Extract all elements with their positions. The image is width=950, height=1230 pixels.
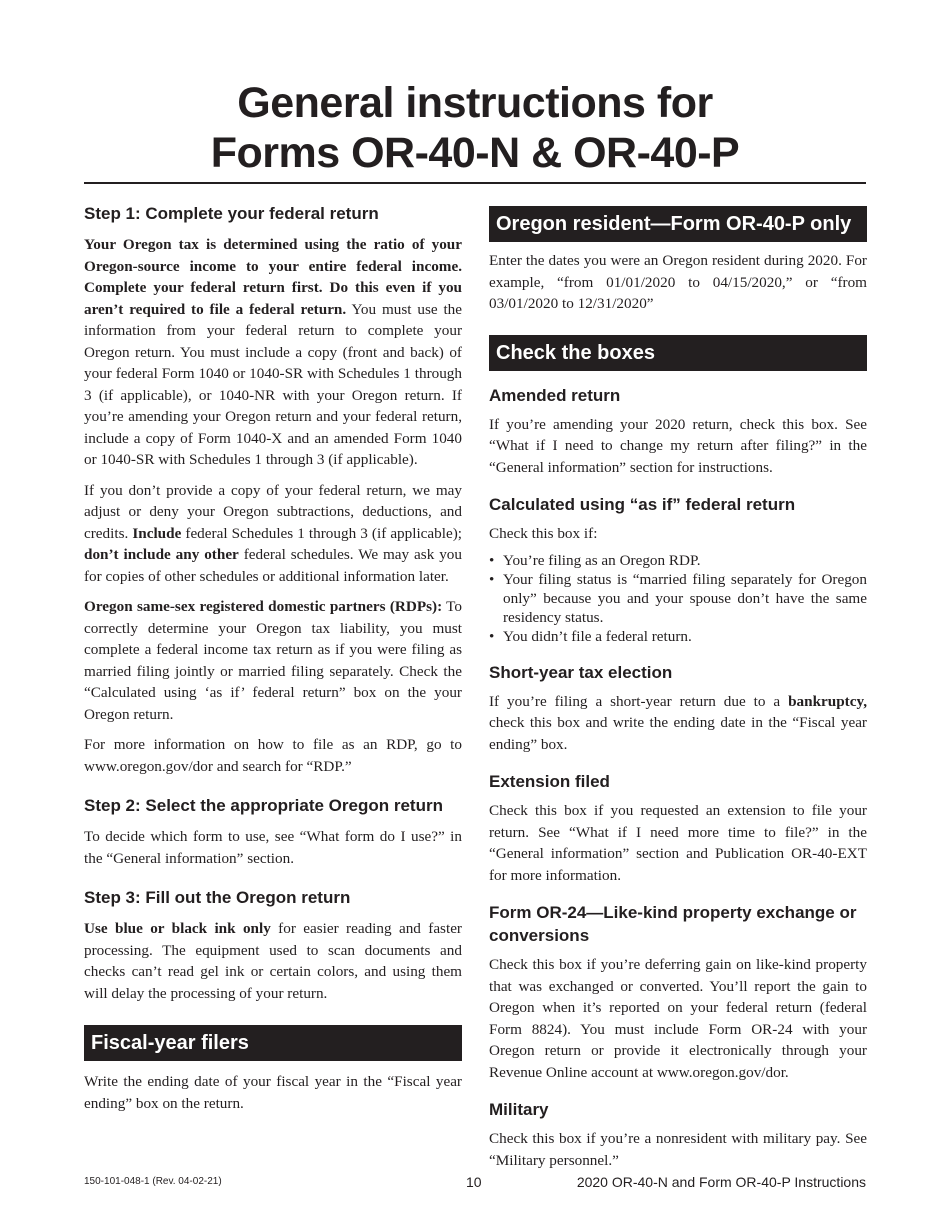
list-item: • Your filing status is “married filing separately for Oregon only” because you and your spouse don’t have the same residency status. [489,570,867,628]
step1-paragraph-2 [84,480,462,588]
extension-filed-heading: Extension filed [489,772,610,792]
military-heading: Military [489,1100,549,1120]
amended-return-heading: Amended return [489,385,621,405]
step3-heading: Step 3: Fill out the Oregon return [84,888,351,907]
footer-form-number: 150-101-048-1 (Rev. 04-02-21) [84,1176,222,1187]
as-if-bullet-list [489,551,867,647]
or24-heading: Form OR-24—Like-kind property exchange or conversions [489,903,857,946]
step1-paragraph-2-b: Include [132,524,182,542]
step1-paragraph-1 [84,234,462,471]
extension-filed-paragraph: Check this box if you requested an extension to file your return. See “What if I need more time to file?” in the “General information” section and Publication OR-40-EXT for more information. [489,802,867,884]
list-item: • You didn’t file a federal return. [489,627,867,646]
step1-paragraph-2-a: If you don’t provide a copy of your federal return, we may adjust or deny your Oregon subtractions, deductions, and credits. [84,481,462,542]
fiscal-year-paragraph: Write the ending date of your fiscal year in the “Fiscal year ending” box on the return. [84,1073,462,1112]
short-year-paragraph-c: check this box and write the ending date in the “Fiscal year ending” box. [489,714,867,753]
short-year-paragraph-b: bankruptcy, [788,692,867,710]
step1-paragraph-3-text: To correctly determine your Oregon tax liability, you must complete a federal income tax return as if you were filing as married filing jointly or married filing separately. Check the “Calculated using ‘as if’ federal return” box on the your Oregon return. [84,598,462,723]
short-year-paragraph-a: If you’re filing a short-year return due to a [489,692,789,710]
short-year-heading: Short-year tax election [489,662,673,682]
page-title-line-1: General instructions for [237,79,713,127]
step1-paragraph-1-bold: Your Oregon tax is determined using the ratio of your Oregon-source income to your entire federal income. Complete your federal return first. Do this even if you aren’t required to file a federal return. [84,236,462,318]
step1-paragraph-3 [84,596,462,725]
step1-heading: Step 1: Complete your federal return [84,204,379,223]
oregon-resident-paragraph: Enter the dates you were an Oregon resident during 2020. For example, “from 01/01/2020 to 04/15/2020,” or “from 03/01/2020 to 12/31/2020” [489,252,867,312]
step2-paragraph: To decide which form to use, see “What form do I use?” in the “General information” section. [84,828,462,867]
short-year-paragraph [489,691,867,756]
step1-paragraph-2-d: don’t include any other [84,546,239,563]
step1-paragraph-2-c: federal Schedules 1 through 3 (if applicable); [181,524,462,542]
oregon-resident-banner: Oregon resident—Form OR-40-P only [489,206,867,242]
as-if-intro: Check this box if: [489,525,598,542]
amended-return-paragraph: If you’re amending your 2020 return, check this box. See “What if I need to change my return after filing?” in the “General information” section for instructions. [489,415,867,476]
check-the-boxes-banner: Check the boxes [489,335,867,371]
title-divider [84,182,866,184]
footer-page-number: 10 [466,1174,482,1190]
right-column [489,206,867,1171]
as-if-heading: Calculated using “as if” federal return [489,495,796,514]
footer-document-title: 2020 OR-40-N and Form OR-40-P Instructions [576,1174,866,1190]
page-title-line-2: Forms OR-40-N & OR-40-P [210,129,740,177]
page-title [84,78,866,178]
step3-paragraph-bold: Use blue or black ink only [84,920,271,937]
step1-paragraph-1-text: You must use the information from your federal return to complete your Oregon return. You must include a copy (front and back) of your federal Form 1040 or 1040-SR with Schedules 1 through 3 (if applicable), or 1040-NR with your Oregon return. If you’re amending your Oregon return and your federal return, include a copy of Form 1040-X and an amended Form 1040 or 1040-SR with Schedules 1 through 3 (if applicable). [84,300,463,468]
or24-paragraph: Check this box if you’re deferring gain on like-kind property that was exchanged or converted. You’ll report the gain to Oregon when it’s reported on your federal return (federal Form 8824). You must include Form OR-24 with your Oregon return or provide it electronically through your Revenue Online account at www.oregon.gov/dor. [489,956,867,1081]
list-item: • You’re filing as an Oregon RDP. [489,551,867,570]
left-column [84,202,462,1114]
step3-paragraph [84,918,462,1004]
step1-paragraph-4: For more information on how to file as an RDP, go to www.oregon.gov/dor and search for “RDP.” [84,736,462,775]
fiscal-year-filers-banner: Fiscal-year filers [84,1025,462,1061]
step1-paragraph-3-bold: Oregon same-sex registered domestic partners (RDPs): [84,598,443,615]
step3-paragraph-text: for easier reading and faster processing. The equipment used to scan documents and checks can’t read gel ink or certain colors, and using them will delay the processing of your return. [84,920,462,1002]
step2-heading: Step 2: Select the appropriate Oregon return [84,796,443,815]
military-paragraph: Check this box if you’re a nonresident with military pay. See “Military personnel.” [489,1130,867,1169]
step1-paragraph-2-e: federal schedules. We may ask you for copies of other schedules or additional information later. [84,546,462,585]
